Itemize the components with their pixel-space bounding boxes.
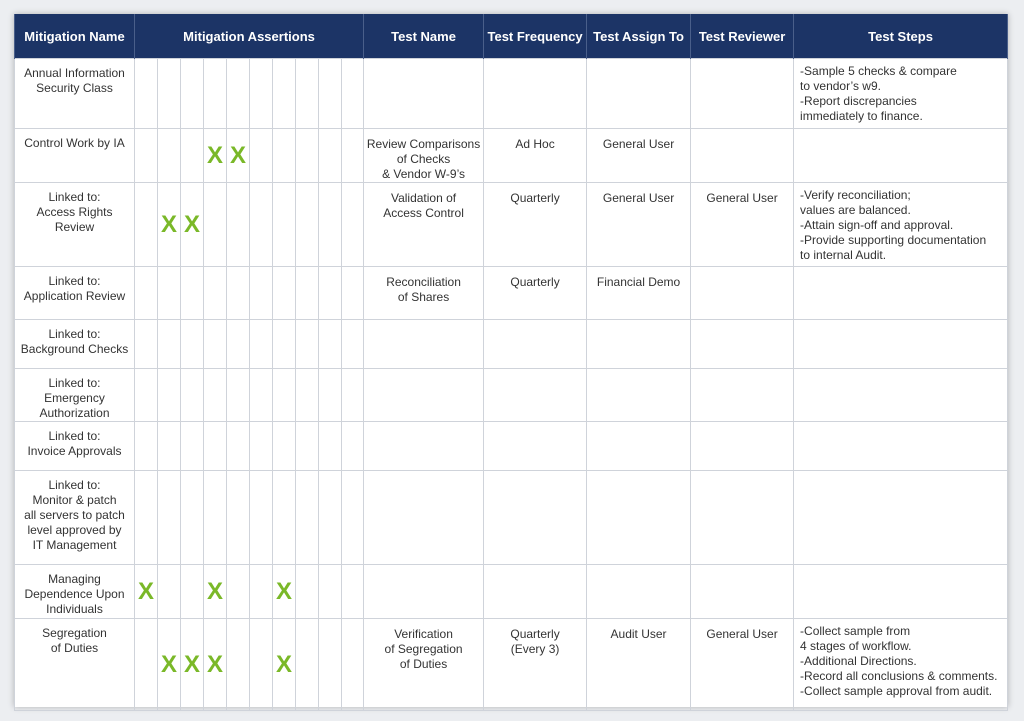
mitigation-name-cell[interactable]: Control Work by IA	[15, 129, 135, 183]
assertion-cell[interactable]	[296, 320, 319, 369]
assertion-cell[interactable]	[135, 183, 158, 267]
assertion-check-mark: X	[206, 650, 223, 678]
assertion-cell[interactable]	[319, 183, 342, 267]
assertion-check-mark: X	[160, 210, 177, 238]
test-frequency-cell[interactable]	[484, 369, 587, 422]
table-row[interactable]	[15, 619, 1008, 711]
table-row[interactable]	[15, 183, 1008, 267]
assertion-cell[interactable]	[227, 619, 250, 711]
assertion-cell[interactable]	[227, 369, 250, 422]
assertion-cell[interactable]	[296, 183, 319, 267]
assertion-cell[interactable]	[158, 59, 181, 129]
test-frequency-cell[interactable]	[484, 565, 587, 619]
test-frequency-cell[interactable]: Ad Hoc	[484, 129, 587, 183]
assertion-cell[interactable]	[204, 369, 227, 422]
test-reviewer-cell[interactable]: General User	[691, 183, 794, 267]
assertion-cell[interactable]	[135, 471, 158, 565]
assertion-cell[interactable]	[342, 422, 364, 471]
header-test-frequency[interactable]: Test Frequency	[484, 14, 587, 59]
assertion-cell[interactable]	[135, 369, 158, 422]
mitigation-name-cell[interactable]: Managing Dependence Upon Individuals	[15, 565, 135, 619]
test-name-cell[interactable]	[364, 369, 484, 422]
assertion-cell[interactable]	[227, 267, 250, 320]
assertion-cell[interactable]	[227, 565, 250, 619]
mitigation-table-card	[14, 14, 1008, 707]
assertion-cell[interactable]	[296, 267, 319, 320]
assertion-cell[interactable]	[342, 320, 364, 369]
assertion-cell[interactable]	[135, 267, 158, 320]
test-assign-to-cell[interactable]	[587, 59, 691, 129]
test-reviewer-cell[interactable]	[691, 471, 794, 565]
test-assign-to-cell[interactable]: Financial Demo	[587, 267, 691, 320]
assertion-cell[interactable]	[273, 129, 296, 183]
assertion-cell[interactable]	[158, 369, 181, 422]
header-row	[15, 14, 1008, 59]
assertion-cell[interactable]	[181, 369, 204, 422]
test-reviewer-cell[interactable]	[691, 565, 794, 619]
assertion-cell[interactable]	[273, 183, 296, 267]
assertion-cell[interactable]	[319, 267, 342, 320]
header-test-reviewer[interactable]: Test Reviewer	[691, 14, 794, 59]
assertion-check-mark: X	[160, 650, 177, 678]
table-row[interactable]	[15, 129, 1008, 183]
assertion-cell[interactable]	[204, 59, 227, 129]
test-name-cell[interactable]: Review Comparisons of Checks & Vendor W-9’s	[364, 129, 484, 183]
test-steps-cell[interactable]	[794, 369, 1008, 422]
test-frequency-cell[interactable]	[484, 471, 587, 565]
assertion-cell[interactable]	[227, 59, 250, 129]
test-reviewer-cell[interactable]	[691, 129, 794, 183]
test-frequency-cell[interactable]	[484, 59, 587, 129]
assertion-cell[interactable]	[319, 565, 342, 619]
assertion-cell[interactable]	[319, 471, 342, 565]
assertion-cell[interactable]	[135, 129, 158, 183]
assertion-cell[interactable]	[250, 129, 273, 183]
test-steps-cell[interactable]	[794, 565, 1008, 619]
assertion-cell[interactable]	[158, 320, 181, 369]
assertion-cell[interactable]	[250, 369, 273, 422]
test-frequency-cell[interactable]: Quarterly	[484, 267, 587, 320]
test-reviewer-cell[interactable]	[691, 59, 794, 129]
mitigation-name-cell[interactable]: Linked to: Monitor & patch all servers to patch level approved by IT Management	[15, 471, 135, 565]
test-assign-to-cell[interactable]	[587, 422, 691, 471]
assertion-cell[interactable]	[204, 422, 227, 471]
test-steps-cell[interactable]: -Sample 5 checks & compare to vendor’s w9. -Report discrepancies immediately to finance.	[794, 59, 1008, 129]
assertion-check-mark: X	[137, 577, 154, 605]
assertion-cell[interactable]	[296, 565, 319, 619]
header-mitigation-assertions[interactable]: Mitigation Assertions	[135, 14, 364, 59]
assertion-cell[interactable]	[273, 267, 296, 320]
test-frequency-cell[interactable]: Quarterly	[484, 183, 587, 267]
mitigation-name-cell[interactable]: Annual Information Security Class	[15, 59, 135, 129]
assertion-cell[interactable]	[296, 369, 319, 422]
assertion-cell[interactable]	[342, 183, 364, 267]
test-frequency-cell[interactable]: Quarterly (Every 3)	[484, 619, 587, 711]
assertion-check-mark: X	[229, 141, 246, 169]
test-reviewer-cell[interactable]	[691, 369, 794, 422]
assertion-cell[interactable]	[273, 59, 296, 129]
table-row[interactable]	[15, 320, 1008, 369]
assertion-cell[interactable]	[250, 565, 273, 619]
assertion-cell[interactable]	[250, 267, 273, 320]
assertion-cell[interactable]	[250, 183, 273, 267]
header-test-name[interactable]: Test Name	[364, 14, 484, 59]
assertion-check-mark: X	[183, 650, 200, 678]
test-steps-cell[interactable]	[794, 471, 1008, 565]
assertion-cell[interactable]	[296, 471, 319, 565]
assertion-cell[interactable]	[342, 619, 364, 711]
assertion-cell[interactable]	[319, 422, 342, 471]
assertion-cell[interactable]	[158, 619, 181, 711]
test-assign-to-cell[interactable]	[587, 369, 691, 422]
assertion-cell[interactable]	[158, 183, 181, 267]
assertion-cell[interactable]	[135, 422, 158, 471]
assertion-cell[interactable]	[158, 129, 181, 183]
test-frequency-cell[interactable]	[484, 422, 587, 471]
header-mitigation-name[interactable]: Mitigation Name	[15, 14, 135, 59]
header-test-steps[interactable]: Test Steps	[794, 14, 1008, 59]
assertion-cell[interactable]	[250, 619, 273, 711]
assertion-cell[interactable]	[342, 267, 364, 320]
header-test-assign-to[interactable]: Test Assign To	[587, 14, 691, 59]
assertion-cell[interactable]	[181, 422, 204, 471]
assertion-cell[interactable]	[135, 59, 158, 129]
mitigation-table	[14, 14, 1008, 711]
assertion-cell[interactable]	[204, 183, 227, 267]
assertion-check-mark: X	[206, 141, 223, 169]
assertion-cell[interactable]	[204, 129, 227, 183]
assertion-cell[interactable]	[227, 471, 250, 565]
assertion-cell[interactable]	[227, 320, 250, 369]
assertion-cell[interactable]	[273, 369, 296, 422]
mitigation-name-cell[interactable]: Linked to: Emergency Authorization	[15, 369, 135, 422]
assertion-cell[interactable]	[181, 471, 204, 565]
assertion-cell[interactable]	[319, 619, 342, 711]
assertion-cell[interactable]	[181, 320, 204, 369]
test-name-cell[interactable]: Verification of Segregation of Duties	[364, 619, 484, 711]
assertion-check-mark: X	[275, 650, 292, 678]
assertion-cell[interactable]	[227, 129, 250, 183]
test-assign-to-cell[interactable]	[587, 320, 691, 369]
test-frequency-cell[interactable]	[484, 320, 587, 369]
assertion-cell[interactable]	[296, 129, 319, 183]
mitigation-name-cell[interactable]: Linked to: Invoice Approvals	[15, 422, 135, 471]
test-name-cell[interactable]	[364, 565, 484, 619]
test-name-cell[interactable]	[364, 471, 484, 565]
assertion-check-mark: X	[206, 577, 223, 605]
assertion-cell[interactable]	[250, 59, 273, 129]
test-reviewer-cell[interactable]	[691, 422, 794, 471]
test-steps-cell[interactable]: -Verify reconciliation; values are balanced. -Attain sign-off and approval. -Provide supporting documentation to internal Audit.	[794, 183, 1008, 267]
table-row[interactable]	[15, 59, 1008, 129]
test-name-cell[interactable]	[364, 59, 484, 129]
assertion-cell[interactable]	[158, 565, 181, 619]
assertion-cell[interactable]	[319, 59, 342, 129]
assertion-cell[interactable]	[273, 422, 296, 471]
assertion-cell[interactable]	[342, 471, 364, 565]
test-name-cell[interactable]: Reconciliation of Shares	[364, 267, 484, 320]
table-row[interactable]	[15, 422, 1008, 471]
test-assign-to-cell[interactable]	[587, 565, 691, 619]
assertion-cell[interactable]	[135, 320, 158, 369]
assertion-cell[interactable]	[204, 267, 227, 320]
assertion-cell[interactable]	[273, 565, 296, 619]
assertion-cell[interactable]	[319, 320, 342, 369]
test-name-cell[interactable]	[364, 422, 484, 471]
test-steps-cell[interactable]	[794, 129, 1008, 183]
mitigation-name-cell[interactable]: Segregation of Duties	[15, 619, 135, 711]
assertion-cell[interactable]	[158, 471, 181, 565]
assertion-cell[interactable]	[135, 619, 158, 711]
assertion-cell[interactable]	[250, 422, 273, 471]
test-reviewer-cell[interactable]: General User	[691, 619, 794, 711]
table-row[interactable]	[15, 267, 1008, 320]
assertion-cell[interactable]	[342, 369, 364, 422]
assertion-check-mark: X	[183, 210, 200, 238]
test-reviewer-cell[interactable]	[691, 320, 794, 369]
assertion-cell[interactable]	[319, 369, 342, 422]
assertion-cell[interactable]	[273, 320, 296, 369]
test-assign-to-cell[interactable]: Audit User	[587, 619, 691, 711]
assertion-cell[interactable]	[296, 422, 319, 471]
assertion-cell[interactable]	[227, 422, 250, 471]
assertion-cell[interactable]	[158, 267, 181, 320]
test-steps-cell[interactable]	[794, 422, 1008, 471]
table-row[interactable]	[15, 471, 1008, 565]
assertion-cell[interactable]	[296, 619, 319, 711]
test-assign-to-cell[interactable]: General User	[587, 183, 691, 267]
assertion-cell[interactable]	[342, 565, 364, 619]
assertion-cell[interactable]	[342, 129, 364, 183]
assertion-cell[interactable]	[135, 565, 158, 619]
test-assign-to-cell[interactable]	[587, 471, 691, 565]
assertion-cell[interactable]	[204, 471, 227, 565]
test-name-cell[interactable]	[364, 320, 484, 369]
assertion-cell[interactable]	[273, 619, 296, 711]
assertion-cell[interactable]	[227, 183, 250, 267]
assertion-cell[interactable]	[181, 565, 204, 619]
table-row[interactable]	[15, 369, 1008, 422]
assertion-cell[interactable]	[181, 59, 204, 129]
assertion-cell[interactable]	[250, 471, 273, 565]
mitigation-name-cell[interactable]: Linked to: Background Checks	[15, 320, 135, 369]
test-name-cell[interactable]: Validation of Access Control	[364, 183, 484, 267]
assertion-cell[interactable]	[204, 619, 227, 711]
test-steps-cell[interactable]	[794, 267, 1008, 320]
assertion-cell[interactable]	[296, 59, 319, 129]
assertion-cell[interactable]	[181, 129, 204, 183]
test-assign-to-cell[interactable]: General User	[587, 129, 691, 183]
test-reviewer-cell[interactable]	[691, 267, 794, 320]
assertion-cell[interactable]	[204, 320, 227, 369]
assertion-cell[interactable]	[158, 422, 181, 471]
assertion-cell[interactable]	[181, 267, 204, 320]
assertion-cell[interactable]	[273, 471, 296, 565]
assertion-check-mark: X	[275, 577, 292, 605]
mitigation-name-cell[interactable]: Linked to: Access Rights Review	[15, 183, 135, 267]
assertion-cell[interactable]	[250, 320, 273, 369]
assertion-cell[interactable]	[181, 619, 204, 711]
mitigation-name-cell[interactable]: Linked to: Application Review	[15, 267, 135, 320]
assertion-cell[interactable]	[319, 129, 342, 183]
assertion-cell[interactable]	[204, 565, 227, 619]
assertion-cell[interactable]	[342, 59, 364, 129]
table-row[interactable]	[15, 565, 1008, 619]
test-steps-cell[interactable]: -Collect sample from 4 stages of workflow. -Additional Directions. -Record all conclusions & comments. -Collect sample approval from audit.	[794, 619, 1008, 711]
test-steps-cell[interactable]	[794, 320, 1008, 369]
assertion-cell[interactable]	[181, 183, 204, 267]
